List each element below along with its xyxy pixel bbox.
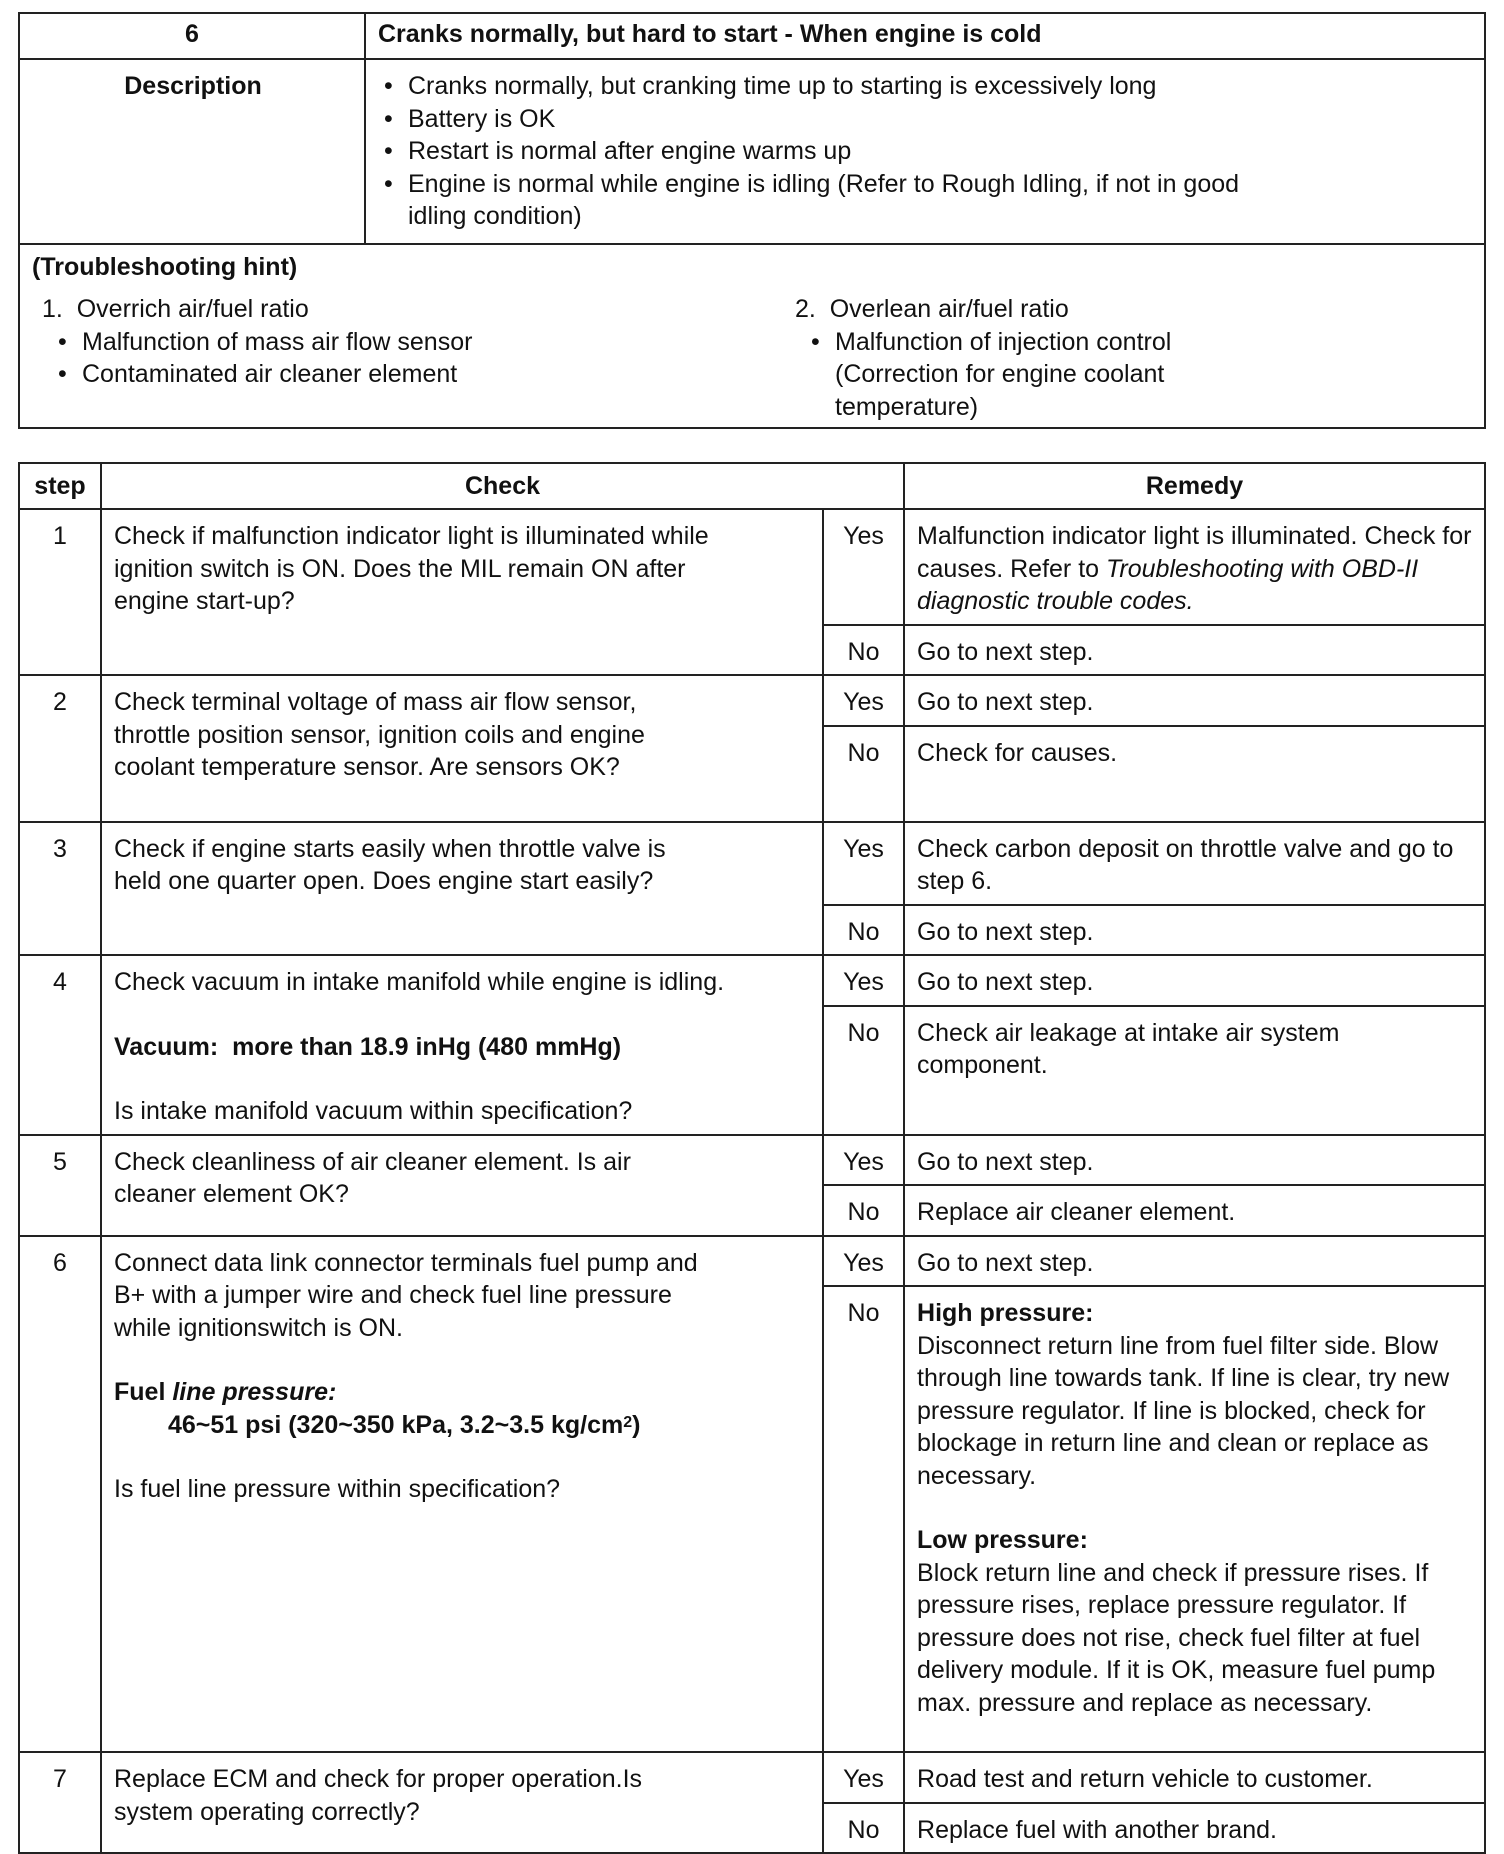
no-remedy <box>904 1286 1485 1752</box>
spec-superscript: 2 <box>623 1413 633 1431</box>
yes-label: Yes <box>823 1236 904 1287</box>
step-row <box>19 955 1485 1006</box>
step-check: Check cleanliness of air cleaner element. Is air cleaner element OK? <box>101 1135 823 1236</box>
no-label: No <box>823 1185 904 1236</box>
step-row <box>19 509 1485 625</box>
no-remedy: Replace fuel with another brand. <box>904 1803 1485 1854</box>
step-number: 5 <box>19 1135 101 1236</box>
step-check: Check if engine starts easily when throttle valve is held one quarter open. Does engine start easily? <box>101 822 823 956</box>
steps-header-row <box>19 463 1485 509</box>
step-question: Is intake manifold vacuum within specification? <box>114 1097 633 1125</box>
step-check <box>101 1236 823 1753</box>
symptom-header-row <box>19 13 1485 59</box>
yes-remedy: Go to next step. <box>904 1135 1485 1186</box>
manual-page <box>18 12 1486 1854</box>
troubleshooting-hint <box>19 244 1485 429</box>
yes-remedy: Check carbon deposit on throttle valve and go to step 6. <box>904 822 1485 905</box>
description-item: • Battery is OK <box>408 103 1288 136</box>
step-check: Check if malfunction indicator light is illuminated while ignition switch is ON. Does the MIL remain ON after engine start-up? <box>101 509 823 675</box>
step-check-text: Check vacuum in intake manifold while engine is idling. <box>114 968 725 996</box>
step-check <box>101 955 823 1135</box>
no-label: No <box>823 1006 904 1135</box>
high-pressure-title: High pressure: <box>917 1299 1094 1327</box>
spec-label-part: Fuel <box>114 1378 173 1406</box>
yes-remedy: Road test and return vehicle to customer. <box>904 1752 1485 1803</box>
symptom-title: Cranks normally, but hard to start - When engine is cold <box>365 13 1485 59</box>
hint-column-2 <box>733 293 1474 423</box>
yes-label: Yes <box>823 509 904 625</box>
column-header-step: step <box>19 463 101 509</box>
hint-heading-1: 1. Overrich air/fuel ratio <box>42 295 309 323</box>
spec-close: ) <box>632 1410 641 1439</box>
fuel-pressure-spec-value <box>114 1409 816 1442</box>
step-row <box>19 1752 1485 1803</box>
step-number: 6 <box>19 1236 101 1753</box>
step-number: 2 <box>19 675 101 822</box>
description-list <box>378 70 1288 233</box>
high-pressure-text: Disconnect return line from fuel filter side. Blow through line towards tank. If line is clear, try new pressure regulator. If line is blocked, check for blockage in return line and clean or replace as necessary. <box>917 1331 1450 1490</box>
column-header-remedy: Remedy <box>904 463 1485 509</box>
description-content <box>365 59 1485 244</box>
hint-item: • Malfunction of injection control (Correction for engine coolant temperature) <box>835 326 1295 424</box>
vacuum-spec: Vacuum: more than 18.9 inHg (480 mmHg) <box>114 1032 622 1061</box>
yes-label: Yes <box>823 822 904 905</box>
no-remedy: Go to next step. <box>904 625 1485 676</box>
no-remedy: Check air leakage at intake air system component. <box>904 1006 1485 1135</box>
symptom-number: 6 <box>19 13 365 59</box>
hint-item: • Malfunction of mass air flow sensor <box>82 326 733 359</box>
yes-label: Yes <box>823 955 904 1006</box>
yes-remedy <box>904 509 1485 625</box>
step-question: Is fuel line pressure within specification? <box>114 1475 561 1503</box>
yes-remedy: Go to next step. <box>904 675 1485 726</box>
description-item: • Restart is normal after engine warms up <box>408 135 1288 168</box>
no-remedy: Replace air cleaner element. <box>904 1185 1485 1236</box>
spec-value-text: 46~51 psi (320~350 kPa, 3.2~3.5 kg/cm <box>168 1410 624 1439</box>
low-pressure-text: Block return line and check if pressure rises. If pressure rises, replace pressure regulator. If pressure does not rise, check fuel filter at fuel delivery module. If it is OK, measure fuel pump max. pressure and replace as necessary. <box>917 1558 1436 1717</box>
step-number: 7 <box>19 1752 101 1853</box>
step-number: 4 <box>19 955 101 1135</box>
hint-column-1 <box>32 293 733 423</box>
step-check-text: Connect data link connector terminals fuel pump and B+ with a jumper wire and check fuel line pressure while ignitionswitch is ON. <box>114 1248 698 1342</box>
hint-heading-2: 2. Overlean air/fuel ratio <box>795 295 1069 323</box>
no-remedy: Go to next step. <box>904 905 1485 956</box>
no-label: No <box>823 625 904 676</box>
yes-remedy-text: Malfunction indicator light is illuminated. Check for causes. Refer to <box>917 522 1472 583</box>
low-pressure-title: Low pressure: <box>917 1526 1088 1554</box>
fuel-pressure-spec-label <box>114 1376 816 1409</box>
symptom-table <box>18 12 1486 429</box>
hint-item: • Contaminated air cleaner element <box>82 358 733 391</box>
hint-title: (Troubleshooting hint) <box>32 252 298 281</box>
step-number: 3 <box>19 822 101 956</box>
description-item: • Cranks normally, but cranking time up to starting is excessively long <box>408 70 1288 103</box>
yes-label: Yes <box>823 675 904 726</box>
step-check: Replace ECM and check for proper operation.Is system operating correctly? <box>101 1752 823 1853</box>
diagnostic-steps-table <box>18 462 1486 1854</box>
step-row <box>19 1236 1485 1287</box>
column-header-check: Check <box>101 463 904 509</box>
no-label: No <box>823 905 904 956</box>
step-check: Check terminal voltage of mass air flow sensor, throttle position sensor, ignition coils and engine coolant temperature sensor. Are sensors OK? <box>101 675 823 822</box>
step-number: 1 <box>19 509 101 675</box>
yes-remedy-reference: Troubleshooting with OBD-II diagnostic trouble codes. <box>917 554 1419 615</box>
yes-label: Yes <box>823 1752 904 1803</box>
yes-remedy: Go to next step. <box>904 955 1485 1006</box>
step-row <box>19 822 1485 905</box>
no-label: No <box>823 1286 904 1752</box>
hint-row <box>19 244 1485 429</box>
description-item: • Engine is normal while engine is idling (Refer to Rough Idling, if not in good idling condition) <box>408 168 1288 233</box>
spec-label-part: line pressure: <box>172 1378 337 1406</box>
step-row <box>19 675 1485 726</box>
yes-remedy: Go to next step. <box>904 1236 1485 1287</box>
description-label: Description <box>19 59 365 244</box>
yes-label: Yes <box>823 1135 904 1186</box>
no-label: No <box>823 726 904 822</box>
no-remedy: Check for causes. <box>904 726 1485 822</box>
description-row <box>19 59 1485 244</box>
no-label: No <box>823 1803 904 1854</box>
step-row <box>19 1135 1485 1186</box>
